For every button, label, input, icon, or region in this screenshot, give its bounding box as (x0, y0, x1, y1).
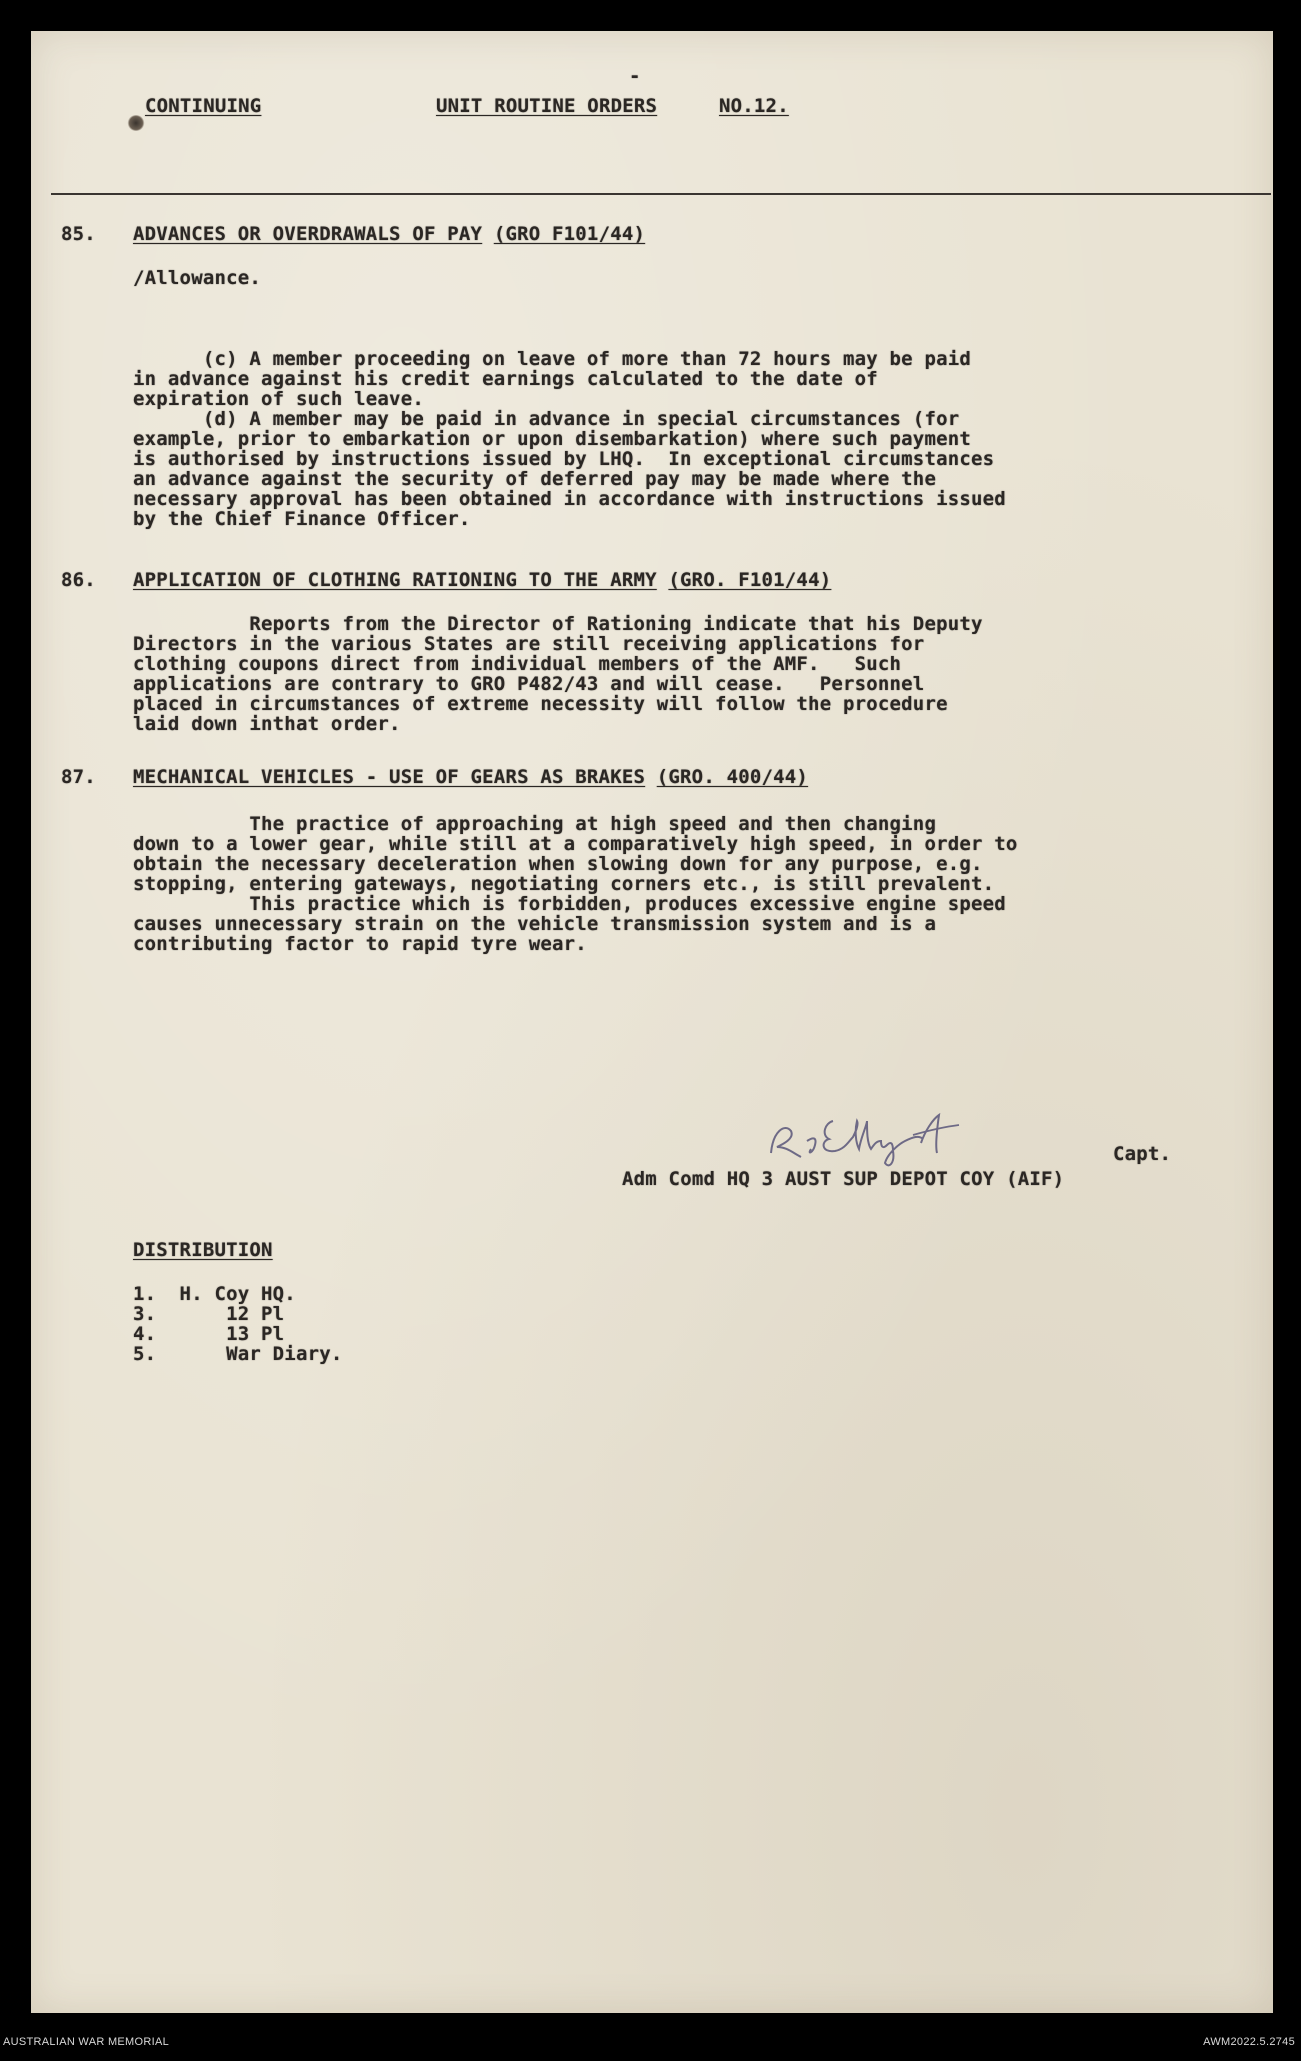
footer-accession-number: AWM2022.5.2745 (1203, 2036, 1295, 2048)
section-85-title-row (133, 223, 645, 245)
staple-hole (127, 115, 145, 131)
distribution-item: 4. 13 Pl (133, 1323, 285, 1345)
section-87-title: MECHANICAL VEHICLES - USE OF GEARS AS BRAKES (133, 766, 646, 788)
section-86-title-row (133, 569, 831, 591)
signature-text: R.J. Elliott (763, 1086, 879, 1105)
section-85-line: by the Chief Finance Officer. (133, 508, 471, 530)
section-87-line: contributing factor to rapid tyre wear. (133, 933, 587, 955)
section-86-number: 86. (61, 569, 96, 591)
section-85-ref: (GRO F101/44) (493, 223, 646, 245)
section-85-line: example, prior to embarkation or upon disembarkation) where such payment (133, 428, 972, 450)
section-87-ref: (GRO. 400/44) (656, 766, 809, 788)
section-85-title: ADVANCES OR OVERDRAWALS OF PAY (133, 223, 483, 245)
footer-source: AUSTRALIAN WAR MEMORIAL (3, 2036, 170, 2048)
distribution-item: 3. 12 Pl (133, 1303, 285, 1325)
section-86-ref: (GRO. F101/44) (668, 569, 832, 591)
section-86-line: Reports from the Director of Rationing indicate that his Deputy (133, 613, 983, 635)
document-page (31, 31, 1273, 2013)
distribution-item: 5. War Diary. (133, 1343, 343, 1365)
section-87-line: stopping, entering gateways, negotiating corners etc., is still prevalent. (133, 873, 995, 895)
document-header (145, 95, 945, 125)
section-85-line: is authorised by instructions issued by LHQ. In exceptional circumstances (133, 448, 995, 470)
header-rule (51, 193, 1271, 195)
section-85-line: /Allowance. (133, 267, 262, 289)
section-85-line: (c) A member proceeding on leave of more than 72 hours may be paid (133, 348, 972, 370)
header-continuing: CONTINUING (145, 95, 262, 117)
section-85-line: (d) A member may be paid in advance in special circumstances (for (133, 408, 960, 430)
section-87-line: This practice which is forbidden, produces excessive engine speed (133, 893, 1006, 915)
section-85-line: an advance against the security of deferred pay may be made where the (133, 468, 937, 490)
section-85-line: expiration of such leave. (133, 388, 424, 410)
section-86-line: placed in circumstances of extreme necessity will follow the procedure (133, 693, 948, 715)
section-87-line: down to a lower gear, while still at a comparatively high speed, in order to (133, 833, 1018, 855)
section-87-title-row (133, 766, 808, 788)
top-dash: - (629, 65, 641, 87)
header-title: UNIT ROUTINE ORDERS (436, 95, 658, 117)
signature-rank: Capt. (1113, 1143, 1172, 1165)
section-87-line: causes unnecessary strain on the vehicle transmission system and is a (133, 913, 937, 935)
distribution-item: 1. H. Coy HQ. (133, 1283, 296, 1305)
section-86-line: laid down inthat order. (133, 713, 401, 735)
handwritten-signature (763, 1086, 1013, 1171)
section-86-title: APPLICATION OF CLOTHING RATIONING TO THE ARMY (133, 569, 657, 591)
section-85-line: necessary approval has been obtained in accordance with instructions issued (133, 488, 1006, 510)
section-86-line: clothing coupons direct from individual members of the AMF. Such (133, 653, 902, 675)
section-86-line: applications are contrary to GRO P482/43 and will cease. Personnel (133, 673, 925, 695)
section-87-number: 87. (61, 766, 96, 788)
section-85-line: in advance against his credit earnings calculated to the date of (133, 368, 878, 390)
section-87-line: obtain the necessary deceleration when slowing down for any purpose, e.g. (133, 853, 983, 875)
distribution-title: DISTRIBUTION (133, 1239, 273, 1261)
section-86-line: Directors in the various States are still receiving applications for (133, 633, 925, 655)
signature-appointment: Adm Comd HQ 3 AUST SUP DEPOT COY (AIF) (622, 1168, 1065, 1190)
header-number: NO.12. (719, 95, 789, 117)
section-87-line: The practice of approaching at high speed and then changing (133, 813, 937, 835)
section-85-number: 85. (61, 223, 96, 245)
